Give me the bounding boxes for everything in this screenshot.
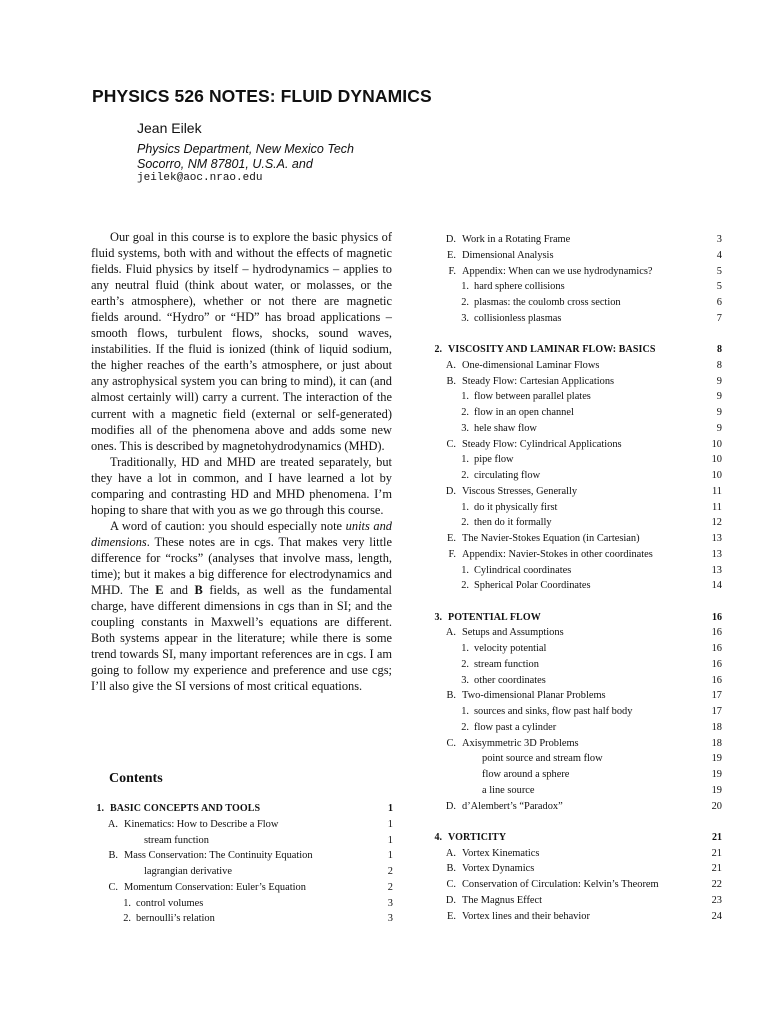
toc-entry-row [422, 578, 722, 594]
toc-entry-row [422, 500, 722, 516]
toc-entry-label: A. [445, 627, 456, 639]
toc-entry-page: 18 [711, 737, 722, 749]
toc-entry-page: 10 [711, 470, 722, 481]
toc-entry-label: 2. [123, 913, 131, 925]
toc-entry-title: BASIC CONCEPTS AND TOOLS [110, 803, 261, 814]
toc-entry-row [422, 767, 722, 783]
toc-gap [422, 814, 722, 830]
toc-entry-page: 16 [711, 674, 722, 686]
toc-entry-title: One-dimensional Laminar Flows [462, 359, 600, 371]
toc-entry-title: Vortex Kinematics [462, 847, 540, 859]
toc-section-row [84, 801, 393, 817]
toc-entry-label: 2. [461, 658, 469, 670]
toc-entry-title: bernoulli’s relation [136, 913, 215, 925]
toc-entry-page: 11 [711, 501, 722, 513]
toc-entry-page: 2 [387, 881, 393, 893]
toc-entry-row [84, 911, 393, 927]
toc-entry-label: 2. [461, 407, 469, 418]
author-affiliation [137, 142, 354, 171]
toc-entry-page: 21 [712, 831, 722, 843]
toc-entry-title: Kinematics: How to Describe a Flow [124, 818, 279, 830]
toc-entry-title: flow around a sphere [482, 769, 570, 780]
toc-entry-label: B. [446, 690, 456, 702]
toc-entry-title: Steady Flow: Cylindrical Applications [462, 438, 622, 450]
toc-entry-page: 1 [387, 850, 393, 862]
toc-entry-page: 24 [711, 910, 722, 922]
abstract-text: fields, as well as the fundamental charge, have different dimensions in cgs than in SI; and the coupling constants in Maxwell’s equations are different. Both systems appear in the literature; while there is some trend towards SI, many important references are in cgs. I am going to follow my experience and preference and use cgs; I’ll also give the SI versions of most critical equations. [91, 583, 392, 694]
toc-entry-title: stream function [474, 658, 539, 670]
toc-entry-page: 5 [716, 281, 722, 293]
toc-entry-title: Steady Flow: Cartesian Applications [462, 375, 615, 387]
toc-entry-page: 19 [711, 753, 722, 765]
symbol-b-field: B [194, 583, 203, 598]
toc-entry-label: 1. [123, 897, 131, 909]
toc-entry-label: E. [447, 910, 456, 922]
toc-entry-page: 16 [712, 611, 722, 623]
toc-entry-row [422, 468, 722, 484]
toc-entry-page: 3 [387, 913, 393, 925]
toc-entry-row [422, 563, 722, 579]
toc-entry-row [422, 799, 722, 815]
toc-entry-page: 12 [711, 517, 722, 529]
toc-entry-page: 16 [711, 658, 722, 670]
toc-entry-label: 1. [461, 391, 469, 403]
toc-entry-page: 22 [711, 879, 722, 890]
toc-entry-row [422, 893, 722, 909]
toc-entry-page: 19 [711, 784, 722, 796]
toc-entry-title: Appendix: Navier-Stokes in other coordinates [462, 548, 653, 560]
toc-entry-row [422, 846, 722, 862]
toc-entry-title: circulating flow [474, 470, 541, 481]
toc-entry-title: The Navier-Stokes Equation (in Cartesian) [462, 533, 640, 544]
toc-section-row [422, 342, 722, 358]
toc-entry-title: Appendix: When can we use hydrodynamics? [462, 265, 653, 277]
toc-entry-title: do it physically first [474, 501, 558, 513]
toc-entry-label: 2. [461, 470, 469, 481]
toc-entry-title: plasmas: the coulomb cross section [474, 297, 621, 308]
toc-entry-page: 2 [387, 866, 393, 877]
toc-entry-page: 23 [711, 894, 722, 906]
toc-entry-label: 2. [434, 344, 442, 355]
toc-entry-row [422, 625, 722, 641]
toc-entry-row [422, 547, 722, 563]
toc-entry-row [422, 673, 722, 689]
toc-entry-label: 1. [96, 803, 104, 814]
toc-entry-page: 13 [711, 533, 722, 544]
paper-title: PHYSICS 526 NOTES: FLUID DYNAMICS [92, 86, 432, 106]
toc-entry-title: stream function [144, 834, 209, 846]
toc-entry-label: F. [448, 548, 456, 560]
abstract-paragraph-3 [91, 518, 392, 695]
toc-entry-row [422, 783, 722, 799]
toc-entry-page: 17 [711, 690, 722, 702]
toc-entry-row [422, 421, 722, 437]
toc-entry-page: 20 [711, 800, 722, 812]
toc-entry-title: Axisymmetric 3D Problems [462, 737, 579, 749]
toc-entry-label: 2. [461, 297, 469, 308]
toc-entry-label: 1. [461, 454, 469, 466]
toc-entry-row [422, 264, 722, 280]
toc-entry-row [422, 295, 722, 311]
toc-entry-page: 19 [711, 769, 722, 780]
toc-entry-row [422, 909, 722, 925]
toc-entry-page: 5 [716, 265, 722, 277]
toc-entry-row [84, 880, 393, 896]
toc-entry-page: 9 [716, 407, 722, 418]
abstract-paragraph-1: Our goal in this course is to explore the basic physics of fluid systems, both with and without the effects of magnetic fields. Fluid physics by itself – hydrodynamics – applies to any neutral fluid (think about water, or molasses, or the earth’s atmosphere), whether or not there are magnetic fields around. “Hydro” or “HD” has broad applications – smooth flows, turbulent flows, shocks, sound waves, instabilities. If the fluid is ionized (think of liquid sodium, the higher reaches of the earth’s atmosphere, or just about any astrophysical system you can bring to mind), it can (and almost certainly will) carry a current. The interaction of the current with a magnetic field (external or self-generated) modifies all of the phenomena above and adds some new ones. This is described by magnetohydrodynamics (MHD). [91, 230, 392, 453]
toc-entry-page: 16 [711, 643, 722, 654]
contents-heading: Contents [109, 771, 163, 786]
toc-entry-label: 2. [461, 721, 469, 733]
toc-entry-title: VORTICITY [448, 831, 507, 843]
toc-entry-label: 3. [461, 422, 469, 434]
toc-entry-page: 7 [716, 312, 722, 324]
toc-entry-page: 3 [387, 897, 393, 909]
toc-entry-title: control volumes [136, 897, 204, 909]
toc-entry-row [84, 833, 393, 849]
symbol-e-field: E [155, 583, 164, 598]
toc-entry-row [84, 817, 393, 833]
toc-entry-title: Vortex lines and their behavior [462, 910, 590, 922]
toc-entry-row [422, 877, 722, 893]
toc-entry-label: 3. [461, 674, 469, 686]
toc-entry-label: 3. [434, 611, 442, 623]
toc-entry-label: B. [446, 375, 456, 387]
toc-entry-title: other coordinates [474, 674, 546, 686]
toc-entry-page: 13 [711, 548, 722, 560]
toc-entry-page: 18 [711, 721, 722, 733]
toc-entry-row [422, 452, 722, 468]
toc-entry-label: 1. [461, 643, 469, 654]
affiliation-line-1: Physics Department, New Mexico Tech [137, 142, 354, 156]
toc-entry-title: Spherical Polar Coordinates [474, 580, 591, 592]
toc-entry-row [422, 736, 722, 752]
toc-entry-title: pipe flow [474, 454, 514, 466]
toc-entry-title: Vortex Dynamics [462, 863, 535, 875]
toc-entry-title: hard sphere collisions [474, 281, 565, 293]
toc-entry-row [422, 389, 722, 405]
toc-entry-row [422, 232, 722, 248]
toc-entry-label: D. [445, 894, 456, 906]
toc-entry-label: B. [446, 863, 456, 875]
toc-entry-row [422, 405, 722, 421]
abstract-text: A word of caution: you should especially note [110, 518, 346, 533]
toc-entry-row [422, 861, 722, 877]
toc-column-left [84, 801, 393, 927]
toc-entry-label: C. [446, 438, 456, 450]
toc-entry-page: 21 [711, 863, 722, 875]
toc-entry-title: Viscous Stresses, Generally [462, 485, 578, 497]
toc-entry-label: A. [107, 818, 118, 830]
toc-entry-page: 4 [716, 249, 722, 261]
abstract-paragraph-2: Traditionally, HD and MHD are treated separately, but they have a lot in common, and I have learned a lot by comparing and contrasting HD and MHD phenomena. I’m hoping to share that with you as we go through this course. [91, 454, 392, 517]
toc-entry-title: Two-dimensional Planar Problems [462, 690, 606, 702]
abstract-text: and [163, 583, 195, 598]
toc-entry-title: Momentum Conservation: Euler’s Equation [124, 881, 306, 893]
toc-entry-page: 6 [716, 297, 722, 308]
toc-entry-label: 2. [461, 517, 469, 529]
toc-entry-title: Dimensional Analysis [462, 249, 554, 261]
toc-entry-title: VISCOSITY AND LAMINAR FLOW: BASICS [448, 344, 656, 355]
toc-entry-row [422, 279, 722, 295]
toc-entry-title: Setups and Assumptions [462, 627, 564, 639]
toc-entry-label: 3. [461, 312, 469, 324]
toc-entry-row [84, 864, 393, 880]
toc-section-row [422, 830, 722, 846]
toc-entry-page: 10 [711, 438, 722, 450]
affiliation-line-2: Socorro, NM 87801, U.S.A. and [137, 156, 313, 171]
toc-entry-label: B. [108, 850, 118, 862]
toc-entry-label: 1. [461, 281, 469, 293]
toc-section-row [422, 610, 722, 626]
toc-entry-row [422, 248, 722, 264]
toc-entry-title: d’Alembert’s “Paradox” [462, 800, 563, 812]
toc-entry-page: 8 [716, 359, 722, 371]
toc-entry-row [84, 896, 393, 912]
toc-entry-label: 2. [461, 580, 469, 592]
toc-entry-page: 9 [716, 391, 722, 403]
toc-entry-page: 9 [716, 375, 722, 387]
author-name: Jean Eilek [137, 120, 202, 136]
toc-entry-label: E. [447, 249, 456, 261]
toc-entry-title: The Magnus Effect [462, 894, 543, 906]
toc-entry-row [422, 641, 722, 657]
toc-entry-label: 1. [461, 706, 469, 717]
toc-entry-page: 13 [711, 564, 722, 576]
toc-entry-title: collisionless plasmas [474, 312, 562, 324]
toc-entry-row [422, 484, 722, 500]
toc-entry-page: 21 [711, 847, 722, 859]
toc-entry-page: 9 [716, 422, 722, 434]
toc-entry-row [422, 515, 722, 531]
author-email: jeilek@aoc.nrao.edu [137, 172, 263, 184]
toc-entry-row [422, 358, 722, 374]
toc-entry-row [422, 688, 722, 704]
toc-entry-row [422, 720, 722, 736]
toc-entry-label: E. [447, 533, 456, 544]
toc-gap [422, 594, 722, 610]
toc-entry-title: Conservation of Circulation: Kelvin’s Theorem [462, 879, 659, 890]
toc-gap [422, 327, 722, 343]
toc-entry-page: 3 [716, 234, 722, 245]
toc-entry-label: 1. [461, 501, 469, 513]
toc-entry-title: hele shaw flow [474, 422, 537, 434]
toc-entry-title: sources and sinks, flow past half body [474, 706, 633, 717]
toc-entry-page: 8 [717, 344, 722, 355]
toc-entry-label: D. [445, 234, 456, 245]
abstract [91, 229, 392, 694]
toc-entry-title: then do it formally [474, 517, 552, 529]
toc-entry-row [84, 848, 393, 864]
toc-entry-page: 14 [711, 580, 722, 592]
abstract-text: . These notes are in cgs. That makes very little difference for “rocks” (analyses that involve mass, length, time); but it makes a big difference for electrodynamics and MHD. The [91, 534, 392, 598]
toc-entry-title: Cylindrical coordinates [474, 564, 572, 576]
toc-entry-page: 17 [711, 706, 722, 717]
toc-entry-page: 11 [711, 485, 722, 497]
toc-entry-label: D. [445, 485, 456, 497]
toc-entry-row [422, 657, 722, 673]
toc-entry-row [422, 751, 722, 767]
toc-entry-label: 4. [434, 831, 442, 843]
toc-entry-title: flow in an open channel [474, 407, 574, 418]
toc-entry-title: flow past a cylinder [474, 721, 557, 733]
toc-entry-label: D. [445, 800, 456, 812]
toc-entry-title: POTENTIAL FLOW [448, 611, 541, 623]
toc-entry-page: 1 [387, 834, 393, 846]
toc-entry-page: 1 [388, 803, 393, 814]
toc-entry-page: 1 [387, 818, 393, 830]
toc-entry-label: F. [448, 265, 456, 277]
toc-entry-title: Work in a Rotating Frame [462, 234, 571, 245]
toc-entry-row [422, 531, 722, 547]
toc-entry-label: C. [446, 879, 456, 890]
toc-entry-title: lagrangian derivative [144, 866, 232, 877]
toc-entry-label: C. [446, 737, 456, 749]
toc-entry-label: A. [445, 359, 456, 371]
toc-entry-row [422, 437, 722, 453]
toc-entry-page: 10 [711, 454, 722, 466]
toc-entry-label: A. [445, 847, 456, 859]
toc-entry-title: a line source [482, 784, 535, 796]
toc-entry-row [422, 311, 722, 327]
toc-column-right [422, 232, 722, 924]
toc-entry-page: 16 [711, 627, 722, 639]
toc-entry-title: velocity potential [474, 643, 547, 654]
toc-entry-label: C. [108, 881, 118, 893]
toc-entry-title: Mass Conservation: The Continuity Equation [124, 850, 313, 862]
toc-entry-row [422, 704, 722, 720]
toc-entry-label: 1. [461, 564, 469, 576]
toc-entry-title: flow between parallel plates [474, 391, 591, 403]
toc-entry-title: point source and stream flow [482, 753, 603, 765]
toc-entry-row [422, 374, 722, 390]
emphasis-units: units and dimensions [91, 518, 393, 549]
